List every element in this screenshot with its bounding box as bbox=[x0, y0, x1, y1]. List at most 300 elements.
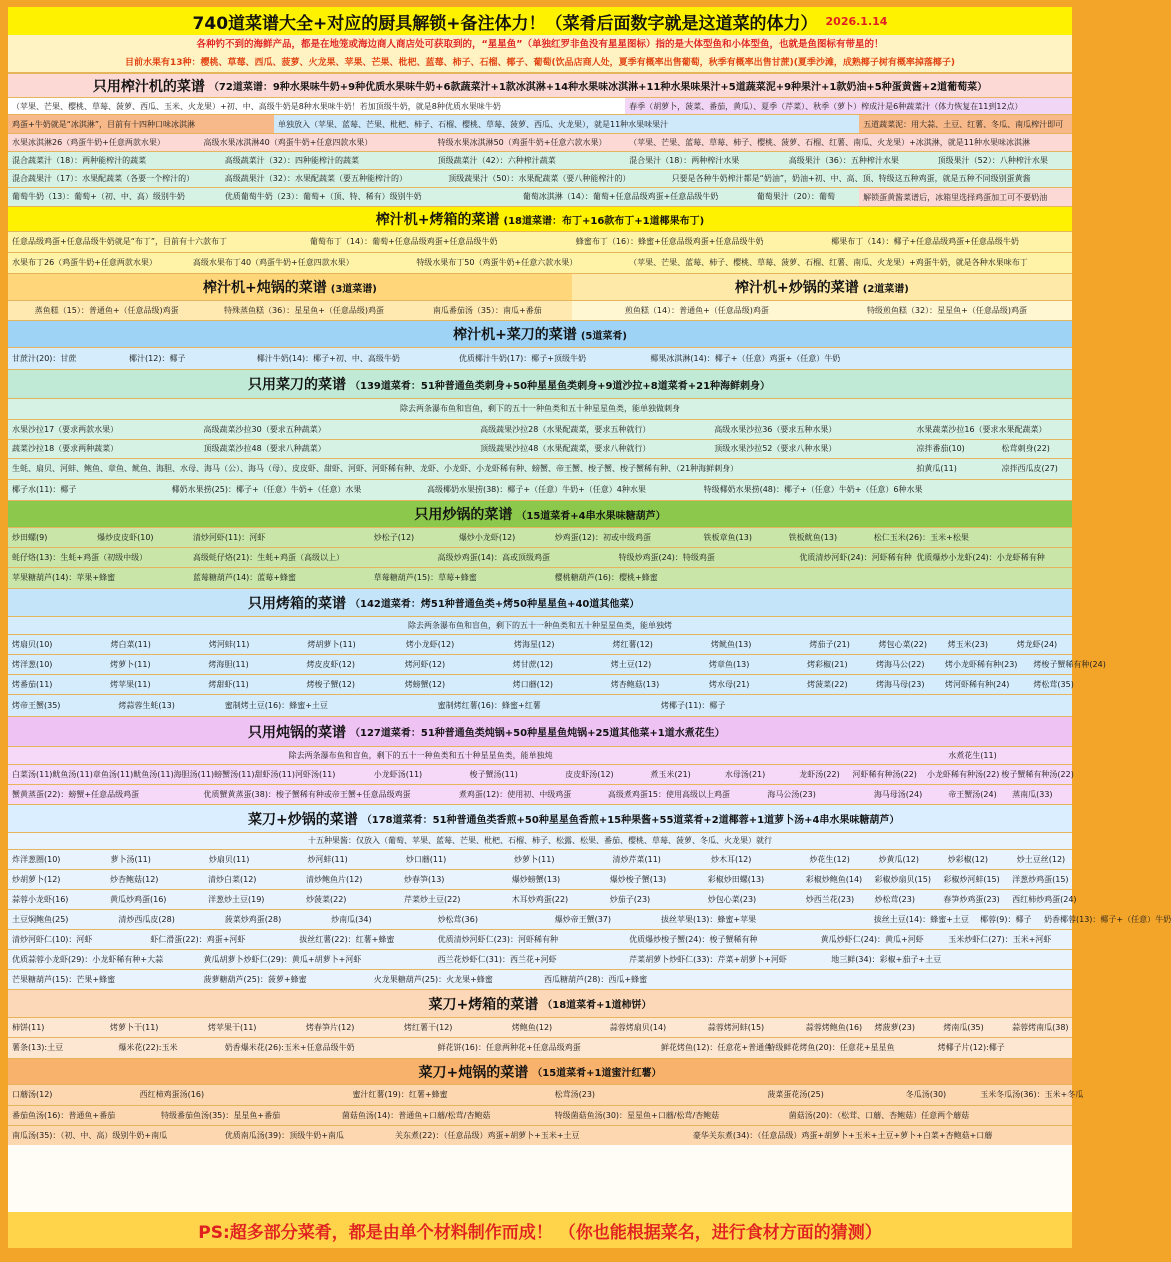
section-knife-stew bbox=[8, 1058, 1084, 1145]
recipe-cell: 优质爆炒小龙虾(24)：小龙虾稀有种 bbox=[916, 552, 1045, 562]
recipe-cell: 烤土豆(12) bbox=[610, 659, 652, 669]
recipe-cell: 黄瓜胡萝卜炒虾仁(29)：黄瓜+胡萝卜+河虾 bbox=[203, 954, 362, 964]
recipe-cell: 清炒鲍鱼片(12) bbox=[306, 874, 363, 884]
recipe-cell: 蒸南瓜(33) bbox=[1012, 789, 1053, 799]
recipe-cell: 黄瓜炒鸡蛋(16) bbox=[110, 894, 167, 904]
recipe-cell: 优质椰汁牛奶(17)：椰子+顶级牛奶 bbox=[458, 353, 586, 363]
recipe-cell: 烤螃蟹(12) bbox=[404, 679, 446, 689]
recipe-cell: 高级煮鸡蛋15：使用高级以上鸡蛋 bbox=[607, 789, 731, 799]
recipe-cell: 清炒西瓜皮(28) bbox=[118, 914, 175, 924]
recipe-cell: 黄瓜炒虾仁(24)：黄瓜+河虾 bbox=[820, 934, 924, 944]
recipe-cell: 拍黄瓜(11) bbox=[916, 464, 957, 473]
recipe-cell: 高级蔬果沙拉28（水果配蔬菜，要求五种就行） bbox=[480, 424, 651, 434]
recipe-cell: 虾仁滑蛋(22)：鸡蛋+河虾 bbox=[150, 934, 246, 944]
recipe-cell: 炒菠菜(22) bbox=[306, 894, 347, 904]
recipe-cell: 烤帝王蟹(35) bbox=[12, 700, 61, 710]
recipe-cell: 烤松茸(35) bbox=[1033, 679, 1074, 689]
recipe-cell: 烤南瓜(35) bbox=[943, 1022, 984, 1032]
recipe-row bbox=[8, 567, 1072, 588]
recipe-cell: 蒜蓉烤鲍鱼(16) bbox=[805, 1022, 863, 1032]
recipe-cell: 蟹黄蒸蛋(22)：螃蟹+任意品级鸡蛋 bbox=[12, 789, 140, 799]
recipe-cell: 彩椒炒扇贝(15) bbox=[874, 874, 931, 884]
recipe-cell: 烤鱿鱼(13) bbox=[710, 639, 752, 649]
recipe-cell: 烤扇贝(10) bbox=[12, 639, 53, 649]
recipe-cell: 烤海马母(23) bbox=[876, 679, 925, 689]
recipe-row bbox=[8, 347, 1072, 369]
recipe-cell: 蚝仔烙(13)：生蚝+鸡蛋（初级中级） bbox=[12, 552, 148, 562]
recipe-cell: 萝卜汤(11) bbox=[110, 854, 151, 864]
recipe-cell: 梭子蟹汤(11) bbox=[469, 769, 518, 779]
split-cells-left bbox=[8, 301, 572, 320]
section-detail: (18道菜谱：布丁+16款布丁+1道椰果布丁) bbox=[503, 215, 705, 227]
recipe-row bbox=[8, 674, 1072, 694]
recipe-row bbox=[8, 1037, 1072, 1058]
recipe-cell: 烤海胆(11) bbox=[208, 659, 249, 669]
recipe-cell: 海马母汤(24) bbox=[873, 789, 923, 799]
recipe-cell: 炸洋葱圈(10) bbox=[12, 854, 61, 864]
recipe-cell: 高级水果布丁40（鸡蛋牛奶+任意四款水果） bbox=[192, 258, 354, 267]
recipe-cell: 葡萄牛奶（13）：葡萄+（初、中、高）级别牛奶 bbox=[12, 192, 185, 201]
recipe-cell: 清炒芹菜(11) bbox=[612, 854, 661, 864]
section-detail: （178道菜肴：51种普通鱼类香煎+50种星星鱼香煎+15种果酱+55道菜肴+2道椰蓉+1道萝卜汤+4串水果味糖葫芦） bbox=[361, 815, 900, 826]
recipe-cell: 水果冰淇淋26（鸡蛋牛奶+任意两款水果） bbox=[12, 137, 165, 147]
recipe-cell: 烤水母(21) bbox=[708, 679, 750, 689]
recipe-cell: 炒松茸(23) bbox=[874, 894, 915, 904]
recipe-cell: 烤白菜(11) bbox=[110, 639, 151, 649]
recipe-cell: 水果沙拉17（要求两款水果） bbox=[12, 424, 119, 434]
recipe-cell: 烤小龙虾(12) bbox=[405, 639, 455, 649]
recipe-row bbox=[8, 1125, 1072, 1145]
recipe-cell: 蒜蓉烤扇贝(14) bbox=[609, 1022, 667, 1032]
recipe-cell: 烤口蘑(12) bbox=[512, 679, 554, 689]
recipe-cell: 菌菇鱼汤(14)：普通鱼+口蘑/松茸/杏鲍菇 bbox=[341, 1110, 491, 1120]
recipe-cell: 烤玉米(23) bbox=[947, 639, 989, 649]
recipe-cell: 烤河蚌(11) bbox=[208, 639, 250, 649]
recipe-cell: 炒鸡蛋(12)：初或中级鸡蛋 bbox=[554, 532, 652, 542]
recipe-cell: 芹菜炒土豆(22) bbox=[404, 894, 461, 904]
recipe-cell: 优质葡萄牛奶（23）：葡萄+（顶、特、稀有）级别牛奶 bbox=[224, 192, 422, 201]
section-title: 榨汁机+烤箱的菜谱 bbox=[375, 212, 500, 228]
recipe-cell: 番茄鱼汤(16)：普通鱼+番茄 bbox=[12, 1110, 116, 1120]
recipe-cell: 单独放入（苹果、蓝莓、芒果、枇杷、柿子、石榴、樱桃、草莓、菠萝、西瓜、火龙果），就是11种水果味果汁 bbox=[274, 115, 859, 133]
recipe-cell: 煎鱼糕（14）：普通鱼+（任意品级)鸡蛋 bbox=[624, 305, 769, 315]
section-title: 榨汁机+炒锅的菜谱 bbox=[735, 280, 859, 296]
section-juicer-stew-stir bbox=[8, 273, 1072, 320]
recipe-cell: 优质蒜蓉小龙虾(29)：小龙虾稀有种+大蒜 bbox=[12, 954, 164, 964]
recipe-cell: 葡萄冰淇淋（14）：葡萄+任意品级鸡蛋+任意品级牛奶 bbox=[522, 192, 719, 201]
recipe-cell: 火龙果糖葫芦(25)：火龙果+蜂蜜 bbox=[373, 974, 493, 984]
recipe-cell: 椰果冰淇淋(14)：椰子+（任意）鸡蛋+（任意）牛奶 bbox=[650, 353, 841, 363]
section-title: 只用榨汁机的菜谱 bbox=[92, 78, 205, 95]
recipe-cell: 凉拌西瓜皮(27) bbox=[1001, 464, 1058, 473]
section-detail: (5道菜肴) bbox=[580, 330, 627, 342]
recipe-cell: 生蚝、扇贝、河蚌、鲍鱼、章鱼、鱿鱼、海胆、水母、海马（公）、海马（母）、皮皮虾、甜虾、河虾、河虾稀有种、龙虾、小龙虾、小龙虾稀有种、螃蟹、帝王蟹、梭子蟹、梭子蟹稀有种、（21种海鲜刺身） bbox=[12, 464, 739, 473]
recipe-cell: 烤海星(12) bbox=[514, 639, 555, 649]
section-knife-oven bbox=[8, 989, 1072, 1058]
recipe-cell: 烤萝卜(11) bbox=[110, 659, 151, 669]
section-stew bbox=[8, 716, 1072, 804]
recipe-cell: 煮鸡蛋(12)：使用初、中级鸡蛋 bbox=[458, 789, 572, 799]
recipe-cell: 高级蔬菜汁（32）：四种能榨汁的蔬菜 bbox=[224, 155, 359, 165]
recipe-row bbox=[8, 634, 1072, 654]
recipe-cell: 顶级果汁（52）：八种榨汁水果 bbox=[937, 155, 1048, 165]
recipe-cell: 顶级蔬菜汁（42）：六种榨汁蔬菜 bbox=[437, 155, 556, 165]
recipe-cell: 玉米炒虾仁(27)：玉米+河虾 bbox=[948, 934, 1052, 944]
section-juicer-knife bbox=[8, 320, 1072, 369]
recipe-row bbox=[8, 419, 1072, 439]
recipe-cell: 烤鲍鱼(12) bbox=[511, 1022, 553, 1032]
section-title: 只用炒锅的菜谱 bbox=[414, 507, 513, 523]
recipe-cell: 除去两条瀑布鱼和盲鱼，剩下的五十一种鱼类和五十种星星鱼类，能单独做刺身 bbox=[400, 404, 680, 413]
recipe-cell: 高级果汁（36）：五种榨汁水果 bbox=[788, 155, 899, 165]
recipe-cell: 炒土豆丝(12) bbox=[1016, 854, 1066, 864]
recipe-cell: 烤甜虾(11) bbox=[208, 679, 249, 689]
section-detail: (2道菜谱) bbox=[862, 283, 909, 295]
recipe-cell: 除去两条瀑布鱼和盲鱼，剩下的五十一种鱼类和五十种星星鱼类，能单独炖 bbox=[288, 750, 553, 760]
recipe-cell: 十五种果酱：仅放入（葡萄、苹果、蓝莓、芒果、枇杷、石榴、柿子、松露、松果、番茄、樱桃、草莓、菠萝、冬瓜、火龙果）就行 bbox=[308, 836, 772, 845]
recipe-cell: 蒜蓉烤河蚌(15) bbox=[707, 1022, 765, 1032]
recipe-row bbox=[8, 849, 1072, 869]
recipe-cell: 高级炒鸡蛋(14)：高或顶级鸡蛋 bbox=[437, 552, 551, 562]
recipe-row bbox=[8, 252, 1072, 273]
recipe-cell: 优质南瓜汤(39)：顶级牛奶+南瓜 bbox=[224, 1130, 344, 1140]
recipe-cell: 烤梭子蟹(12) bbox=[306, 679, 355, 689]
section-header bbox=[8, 716, 1072, 746]
recipe-cell: 拔丝红薯(22)：红薯+蜂蜜 bbox=[299, 934, 395, 944]
section-header bbox=[8, 500, 1072, 527]
recipe-cell: 木耳炒鸡蛋(22) bbox=[511, 894, 569, 904]
recipe-cell: 南瓜汤(35)：（初、中、高）级别牛奶+南瓜 bbox=[12, 1130, 168, 1140]
recipe-cell: 特级水果冰淇淋50（鸡蛋牛奶+任意六款水果） bbox=[437, 137, 607, 147]
recipe-cell: 樱桃糖葫芦(16)：樱桃+蜂蜜 bbox=[554, 573, 658, 582]
recipe-cell: 柿饼(11) bbox=[12, 1022, 45, 1032]
recipe-cell: 五道蔬菜泥：用大蒜、土豆、红薯、冬瓜、南瓜榨汁即可 bbox=[859, 115, 1072, 133]
recipe-cell: 芒果糖葫芦(15)：芒果+蜂蜜 bbox=[12, 974, 116, 984]
section-detail: （139道菜肴：51种普通鱼类刺身+50种星星鱼类刺身+9道沙拉+8道菜肴+21种海鲜刺身） bbox=[350, 380, 771, 392]
recipe-cell: 烤河虾稀有种(24) bbox=[944, 679, 1010, 689]
recipe-cell: 烤皮皮虾(12) bbox=[306, 659, 355, 669]
recipe-cell: 烤萝卜干(11) bbox=[110, 1022, 159, 1032]
recipe-cell: 洋葱炒鸡蛋(15) bbox=[1012, 874, 1069, 884]
recipe-cell: 特级水果布丁50（鸡蛋牛奶+任意六款水果） bbox=[416, 258, 578, 267]
recipe-row bbox=[8, 784, 1072, 804]
recipe-cell: 龙虾汤(22) bbox=[799, 769, 840, 779]
recipe-cell: 椰子水(11)：椰子 bbox=[12, 485, 77, 494]
recipe-cell: 菠菜炒鸡蛋(28) bbox=[224, 914, 282, 924]
recipe-row bbox=[8, 949, 1072, 969]
recipe-cell: 西红柿炒鸡蛋(24) bbox=[1012, 894, 1077, 904]
recipe-cell: 松茸汤(23) bbox=[554, 1090, 596, 1099]
recipe-cell: 特级菌菇鱼汤(30)：星星鱼+口蘑/松茸/杏鲍菇 bbox=[554, 1110, 720, 1120]
section-title: 菜刀+烤箱的菜谱 bbox=[428, 996, 539, 1013]
section-knife bbox=[8, 369, 1072, 500]
recipe-cell: 椰蓉(9)：椰子 bbox=[980, 914, 1032, 924]
recipe-cell: 梭子蟹稀有种汤(22) bbox=[1001, 769, 1074, 779]
recipe-cell: 关东煮(22)：（任意品级）鸡蛋+胡萝卜+玉米+土豆 bbox=[395, 1130, 580, 1140]
recipe-cell: 冬瓜汤(30) bbox=[905, 1090, 947, 1099]
recipe-cell: 海马公汤(23) bbox=[767, 789, 816, 799]
recipe-cell: 爆米花(22):玉米 bbox=[118, 1043, 178, 1052]
section-juicer bbox=[8, 73, 1072, 206]
recipe-cell: 烤椰子片(12):椰子 bbox=[937, 1043, 1005, 1052]
section-detail: (3道菜谱) bbox=[330, 283, 377, 295]
section-detail: （72道菜谱：9种水果味牛奶+9种优质水果味牛奶+6款蔬菜汁+1款冰淇淋+14种水果味冰淇淋+11种水果味果汁+5道蔬菜泥+9种果汁+1款奶油+5种蛋黄酱+2道葡萄菜） bbox=[208, 82, 988, 93]
note-fruits-text: 目前水果有13种：樱桃、草莓、西瓜、菠萝、火龙果、苹果、芒果、枇杷、蓝莓、柿子、石榴、椰子、葡萄(饮品店商人处，夏季有概率出售葡萄，秋季有概率出售甘蔗)(夏季沙滩，成熟椰子树有概率掉落椰子) bbox=[125, 58, 955, 68]
section-title: 只用炖锅的菜谱 bbox=[248, 724, 346, 741]
recipe-cell: 甘蔗汁(20)：甘蔗 bbox=[12, 353, 77, 363]
recipe-cell: 彩椒炒田螺(13) bbox=[707, 874, 765, 884]
recipe-cell: 顶级蔬果汁（50）：水果配蔬菜（要八种能榨汁的） bbox=[448, 173, 631, 183]
recipe-row bbox=[8, 694, 1072, 716]
recipe-cell: 烤杏鲍菇(13) bbox=[610, 679, 660, 689]
recipe-cell: 西兰花炒虾仁(31)：西兰花+河虾 bbox=[437, 954, 557, 964]
recipe-cell: 特级椰奶水果捞(48)：椰子+（任意）牛奶+（任意）6种水果 bbox=[703, 485, 923, 494]
recipe-cell: 爆炒小龙虾(12) bbox=[458, 532, 516, 542]
section-header-right bbox=[572, 274, 1072, 300]
recipe-cell: 菌菇汤(20)：（松茸、口蘑、杏鲍菇）任意两个蘑菇 bbox=[788, 1110, 970, 1120]
recipe-cell: 烤彩椒(21) bbox=[807, 659, 848, 669]
recipe-cell: 凉拌番茄(10) bbox=[916, 444, 965, 453]
recipe-cell: 特级炒鸡蛋(24)：特级鸡蛋 bbox=[618, 552, 715, 562]
recipe-cell: 炒口蘑(11) bbox=[405, 854, 447, 864]
recipe-row bbox=[8, 616, 1072, 634]
recipe-row bbox=[8, 97, 1072, 114]
recipe-cell: 烤菠菜(22) bbox=[807, 679, 848, 689]
recipe-cell: 炒田螺(9) bbox=[12, 532, 48, 542]
recipe-cell: 烤春笋片(12) bbox=[306, 1022, 355, 1032]
note-fruits bbox=[8, 54, 1072, 73]
recipe-cell: 高级水果沙拉36（要求五种水果） bbox=[714, 424, 837, 434]
recipe-cell: 烤龙虾(24) bbox=[1016, 639, 1058, 649]
recipe-cell: 炒杏鲍菇(12) bbox=[110, 874, 159, 884]
section-detail: （127道菜肴：51种普通鱼类炖锅+50种星星鱼炖锅+25道其他菜+1道水煮花生） bbox=[350, 728, 725, 739]
section-header-left bbox=[8, 274, 572, 300]
recipe-cell: 烤椰子(11)：椰子 bbox=[661, 700, 726, 710]
section-wok bbox=[8, 500, 1072, 588]
footer-bar bbox=[8, 1212, 1072, 1248]
recipe-cell: 炒黄瓜(12) bbox=[878, 854, 919, 864]
recipe-row bbox=[8, 187, 1072, 206]
recipe-cell: 西红柿鸡蛋汤(16) bbox=[139, 1090, 205, 1099]
recipe-cell: 蓝莓糖葫芦(14)：蓝莓+蜂蜜 bbox=[192, 573, 296, 582]
section-header bbox=[8, 369, 1072, 398]
recipe-cell: 地三鲜(34)：彩椒+茄子+土豆 bbox=[831, 954, 942, 964]
recipe-cell: 混合果汁（18）：两种榨汁水果 bbox=[629, 155, 740, 165]
recipe-cell: 爆炒皮皮虾(10) bbox=[97, 532, 154, 542]
recipe-cell: 椰果布丁（14）：椰子+任意品级鸡蛋+任意品级牛奶 bbox=[831, 237, 1019, 246]
recipe-cell: 葡萄果汁（20）：葡萄 bbox=[756, 192, 835, 201]
recipe-cell: 炒春笋(13) bbox=[404, 874, 445, 884]
recipe-cell: 炒花生(12) bbox=[809, 854, 850, 864]
recipe-cell: 炒南瓜(34) bbox=[331, 914, 372, 924]
recipe-cell: 煮玉米(21) bbox=[650, 769, 691, 779]
section-title: 菜刀+炒锅的菜谱 bbox=[248, 811, 358, 828]
section-detail: （15道菜肴+1道蜜汁红薯） bbox=[532, 1068, 662, 1079]
recipe-cell: 优质清炒河虾仁(23)：河虾稀有种 bbox=[437, 934, 558, 944]
recipe-cell: 爆炒帝王蟹(37) bbox=[554, 914, 612, 924]
page-date: 2026.1.14 bbox=[825, 14, 888, 28]
section-header bbox=[8, 73, 1072, 97]
section-header bbox=[8, 320, 1072, 347]
recipe-cell: 特级煎鱼糕（32）：星星鱼+（任意品级)鸡蛋 bbox=[866, 305, 1027, 315]
recipe-cell: 顶级水果沙拉52（要求八种水果） bbox=[714, 444, 837, 453]
recipe-row bbox=[8, 969, 1072, 989]
footer-note: PS:超多部分菜肴，都是由单个材料制作而成！ （你也能根据菜名，进行食材方面的猜测） bbox=[198, 1222, 882, 1243]
section-knife-wok bbox=[8, 804, 1171, 989]
recipe-cell: 水煮花生(11) bbox=[948, 750, 997, 760]
recipe-cell: （苹果、芒果、蓝莓、柿子、樱桃、草莓、菠萝、石榴、红薯、南瓜、火龙果）+鸡蛋牛奶，就是各种水果味布丁 bbox=[629, 258, 1028, 267]
section-header bbox=[8, 588, 1072, 616]
recipe-row bbox=[8, 764, 1072, 784]
recipe-cell: 高级椰奶水果捞(38)：椰子+（任意）牛奶+（任意）4种水果 bbox=[426, 485, 646, 494]
recipe-row bbox=[8, 869, 1072, 889]
title-bar bbox=[8, 7, 1072, 35]
recipe-cell: 烤梭子蟹稀有种(24) bbox=[1033, 659, 1106, 669]
recipe-row bbox=[8, 398, 1072, 419]
recipe-cell: 烤番茄(11) bbox=[12, 679, 53, 689]
section-header bbox=[8, 1058, 1072, 1084]
recipe-cell: 蔬菜沙拉18（要求两种蔬菜） bbox=[12, 444, 119, 453]
section-header bbox=[8, 989, 1072, 1017]
recipe-cell: 奶香爆米花(26):玉米+任意品级牛奶 bbox=[224, 1043, 355, 1052]
recipe-cell: 菠萝糖葫芦(25)：菠萝+蜂蜜 bbox=[203, 974, 307, 984]
recipe-cell: 特级番茄鱼汤(35)：星星鱼+番茄 bbox=[160, 1110, 281, 1120]
recipe-cell: 混合蔬菜汁（18）：两种能榨汁的蔬菜 bbox=[12, 155, 147, 165]
recipe-cell: 苹果糖葫芦(14)：苹果+蜂蜜 bbox=[12, 573, 116, 582]
recipe-sections bbox=[8, 73, 1171, 1145]
recipe-row bbox=[8, 479, 1072, 500]
recipe-cell: 烤红薯干(12) bbox=[404, 1022, 453, 1032]
recipe-row bbox=[8, 151, 1072, 169]
recipe-cell: 铁板章鱼(13) bbox=[703, 532, 752, 542]
recipe-cell: 烤包心菜(22) bbox=[878, 639, 927, 649]
recipe-row bbox=[8, 1017, 1072, 1037]
recipe-row bbox=[8, 527, 1072, 547]
recipe-cell: 春笋炒鸡蛋(23) bbox=[943, 894, 1000, 904]
recipe-cell: 炒木耳(12) bbox=[710, 854, 752, 864]
recipe-cell: 任意品级鸡蛋+任意品级牛奶就是“布丁”，目前有十六款布丁 bbox=[12, 237, 227, 246]
recipe-cell: 小龙虾汤(11) bbox=[373, 769, 423, 779]
split-row bbox=[8, 300, 1072, 320]
recipe-cell: 口蘑汤(12) bbox=[12, 1090, 53, 1099]
recipe-cell: 蒜蓉小龙虾(16) bbox=[12, 894, 69, 904]
recipe-cell: 炒胡萝卜(12) bbox=[12, 874, 61, 884]
recipe-cell: 椰汁(12)：椰子 bbox=[129, 353, 186, 363]
recipe-cell: 优质蟹黄蒸蛋(38)：梭子蟹稀有种或帝王蟹+任意品级鸡蛋 bbox=[203, 789, 411, 799]
section-detail: （18道菜肴+1道柿饼） bbox=[542, 1000, 652, 1011]
section-title: 只用菜刀的菜谱 bbox=[248, 377, 346, 393]
recipe-cell: 鲜花饼(16)：任意两种花+任意品级鸡蛋 bbox=[437, 1043, 581, 1052]
recipe-cell: 高级水果冰淇淋40（鸡蛋牛奶+任意四款水果） bbox=[203, 137, 373, 147]
recipe-row bbox=[8, 929, 1072, 949]
recipe-cell: 椰汁牛奶(14)：椰子+初、中、高级牛奶 bbox=[256, 353, 400, 363]
recipe-cell: 清炒河虾仁(10)：河虾 bbox=[12, 934, 93, 944]
recipe-cell: 彩椒炒河蚌(15) bbox=[943, 874, 1000, 884]
recipe-cell: 春季（胡萝卜，菠菜、番茄，黄瓜）、夏季（芹菜）、秋季（萝卜）榨成汁是6种蔬菜汁（体力恢复在11到12点） bbox=[625, 98, 1072, 114]
section-title: 菜刀+炖锅的菜谱 bbox=[418, 1064, 529, 1081]
note-seafood bbox=[8, 35, 1072, 54]
recipe-cell: 解锁蛋黄酱菜谱后，冰箱里选择鸡蛋加工可不要奶油 bbox=[859, 188, 1072, 206]
recipe-row bbox=[8, 114, 1072, 133]
recipe-cell: 芹菜胡萝卜炒虾仁(33)：芹菜+胡萝卜+河虾 bbox=[629, 954, 787, 964]
split-header bbox=[8, 273, 1072, 300]
recipe-row bbox=[8, 458, 1072, 479]
recipe-cell: 优质清炒河虾(24)：河虾稀有种 bbox=[799, 552, 912, 562]
recipe-cell: 洋葱炒土豆(19) bbox=[208, 894, 265, 904]
recipe-row bbox=[8, 1084, 1084, 1105]
recipe-row bbox=[8, 832, 1072, 849]
recipe-cell: 烤甘蔗(12) bbox=[512, 659, 554, 669]
recipe-cell: 炒扇贝(11) bbox=[208, 854, 250, 864]
section-oven bbox=[8, 588, 1106, 716]
recipe-cell: 高级蚝仔烙(21)：生蚝+鸡蛋（高级以上） bbox=[192, 552, 344, 562]
recipe-cell: 特殊蒸鱼糕（36）：星星鱼+（任意品级)鸡蛋 bbox=[224, 305, 385, 315]
recipe-cell: 炒茄子(23) bbox=[609, 894, 651, 904]
recipe-cell: 南瓜番茄汤（35）：南瓜+番茄 bbox=[432, 305, 542, 315]
recipe-cell: 顶级蔬果沙拉48（水果配蔬菜，要求八种就行） bbox=[480, 444, 651, 453]
recipe-row bbox=[8, 133, 1072, 151]
recipe-cell: 烤苹果(11) bbox=[110, 679, 151, 689]
recipe-cell: 烤洋葱(10) bbox=[12, 659, 53, 669]
recipe-cell: 烤菠萝(23) bbox=[874, 1022, 915, 1032]
recipe-cell: 鲜花烤鱼(12)：任意花+普通鱼 bbox=[661, 1043, 773, 1052]
recipe-cell: 烤胡萝卜(11) bbox=[307, 639, 356, 649]
recipe-cell: 炒松子(12) bbox=[373, 532, 415, 542]
recipe-cell: 清炒河虾(11)：河虾 bbox=[192, 532, 266, 542]
recipe-cell: 只要是各种牛奶榨汁都是“奶油”，奶油+初、中、高、顶、特级这五种鸡蛋，就是五种不同级别蛋黄酱 bbox=[671, 173, 1031, 183]
note-seafood-text: 各种钓不到的海鲜产品，都是在地笼或海边商人商店处可获取到的，“星星鱼”（单独红罗非鱼没有星星图标）指的是大体型鱼和小体型鱼，也就是鱼图标有带星的！ bbox=[196, 38, 884, 50]
recipe-cell: 烤小龙虾稀有种(23) bbox=[944, 659, 1018, 669]
recipe-row bbox=[8, 909, 1171, 929]
section-title: 榨汁机+菜刀的菜谱 bbox=[453, 327, 577, 343]
recipe-cell: 玉米冬瓜汤(36)：玉米+冬瓜 bbox=[980, 1090, 1084, 1099]
recipe-cell: 烤章鱼(13) bbox=[708, 659, 750, 669]
recipe-cell: 蜜汁红薯(19)：红薯+蜂蜜 bbox=[352, 1090, 448, 1099]
recipe-cell: 蜂蜜布丁（16）：蜂蜜+任意品级鸡蛋+任意品级牛奶 bbox=[575, 237, 764, 246]
recipe-cell: 草莓糖葫芦(15)：草莓+蜂蜜 bbox=[373, 573, 477, 582]
recipe-cell: 西瓜糖葫芦(28)：西瓜+蜂蜜 bbox=[543, 974, 648, 984]
recipe-cell: 炒松茸(36) bbox=[437, 914, 478, 924]
recipe-cell: 炒西兰花(23) bbox=[805, 894, 855, 904]
recipe-cell: 炒河蚌(11) bbox=[307, 854, 348, 864]
recipe-row bbox=[8, 1105, 1072, 1125]
recipe-cell: 烤茄子(21) bbox=[809, 639, 850, 649]
recipe-cell: 蜜制烤土豆(16)：蜂蜜+土豆 bbox=[224, 700, 328, 710]
recipe-cell: 拔丝土豆(14)：蜂蜜+土豆 bbox=[873, 914, 969, 924]
recipe-cell: 烤海马公(22) bbox=[876, 659, 925, 669]
recipe-cell: 炒包心菜(23) bbox=[707, 894, 757, 904]
section-header bbox=[8, 206, 1072, 231]
recipe-cell: 爆炒螃蟹(13) bbox=[511, 874, 561, 884]
recipe-cell: 水果蔬菜沙拉16（要求水果配蔬菜） bbox=[916, 424, 1047, 434]
recipe-row bbox=[8, 654, 1106, 674]
section-title: 只用烤箱的菜谱 bbox=[248, 595, 346, 612]
recipe-cell: 奶香椰蓉(13)：椰子+（任意）牛奶 bbox=[1044, 914, 1171, 924]
recipe-cell: 水母汤(21) bbox=[724, 769, 766, 779]
recipe-cell: 白菜汤(11)鱿鱼汤(11)章鱼汤(11)鱿鱼汤(11)海胆汤(11)螃蟹汤(11)甜虾汤(11)河虾汤(11) bbox=[12, 769, 336, 779]
page-title: 740道菜谱大全+对应的厨具解锁+备注体力！（菜肴后面数字就是这道菜的体力） bbox=[192, 13, 818, 34]
recipe-cell: 高级蔬果汁（32）：水果配蔬菜（要五种能榨汁的） bbox=[224, 173, 407, 183]
recipe-cell: 炒萝卜(11) bbox=[514, 854, 555, 864]
section-title: 榨汁机+炖锅的菜谱 bbox=[203, 280, 327, 296]
recipe-row bbox=[8, 231, 1072, 252]
recipe-cell: 小龙虾稀有种汤(22) bbox=[926, 769, 1000, 779]
recipe-cell: 高级蔬菜沙拉30（要求五种蔬菜） bbox=[203, 424, 326, 434]
recipe-cell: 蒸鱼糕（15）：普通鱼+（任意品级)鸡蛋 bbox=[34, 305, 179, 315]
recipe-cell: 炒彩椒(12) bbox=[947, 854, 989, 864]
recipe-cell: 帝王蟹汤(24) bbox=[948, 789, 997, 799]
recipe-cell: 烤蒜蓉生蚝(13) bbox=[118, 700, 175, 710]
